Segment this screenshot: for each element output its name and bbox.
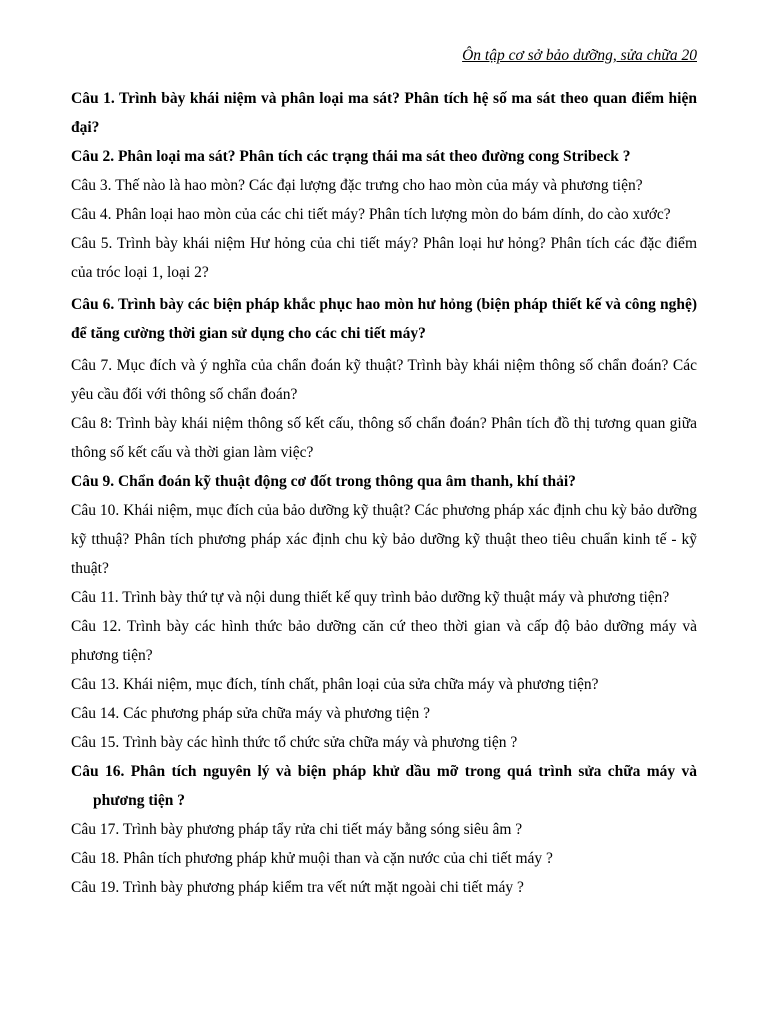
question-13: Câu 13. Khái niệm, mục đích, tính chất, phân loại của sửa chữa máy và phương tiện? — [71, 676, 599, 693]
question-6: Câu 6. Trình bày các biện pháp khắc phục hao mòn hư hỏng (biện pháp thiết kế và công nghệ) để tăng cường thời gian sử dụng cho các chi tiết máy? — [71, 296, 697, 342]
question-2: Câu 2. Phân loại ma sát? Phân tích các trạng thái ma sát theo đường cong Stribeck ? — [71, 148, 631, 165]
question-10: Câu 10. Khái niệm, mục đích của bảo dưỡng kỹ thuật? Các phương pháp xác định chu kỳ bảo dưỡng kỹ tthuậ? Phân tích phương pháp xác định chu kỳ bảo dưỡng kỹ thuật theo tiêu chuẩn kinh tế - kỹ thuật? — [71, 502, 697, 577]
document-page — [71, 46, 697, 902]
question-14: Câu 14. Các phương pháp sửa chữa máy và phương tiện ? — [71, 705, 431, 722]
question-list — [71, 84, 697, 902]
page-header: Ôn tập cơ sở bảo dưỡng, sửa chữa 20 — [462, 47, 697, 64]
question-4: Câu 4. Phân loại hao mòn của các chi tiết máy? Phân tích lượng mòn do bám dính, do cào xước? — [71, 206, 671, 223]
question-3: Câu 3. Thế nào là hao mòn? Các đại lượng đặc trưng cho hao mòn của máy và phương tiện? — [71, 177, 643, 194]
question-16: Câu 16. Phân tích nguyên lý và biện pháp khử dầu mỡ trong quá trình sửa chữa máy và phương tiện ? — [71, 763, 697, 809]
question-18: Câu 18. Phân tích phương pháp khử muội than và cặn nước của chi tiết máy ? — [71, 850, 553, 867]
question-1: Câu 1. Trình bày khái niệm và phân loại ma sát? Phân tích hệ số ma sát theo quan điểm hiện đại? — [71, 90, 697, 136]
question-12: Câu 12. Trình bày các hình thức bảo dưỡng căn cứ theo thời gian và cấp độ bảo dưỡng máy và phương tiện? — [71, 618, 697, 664]
question-8: Câu 8: Trình bày khái niệm thông số kết cấu, thông số chẩn đoán? Phân tích đồ thị tương quan giữa thông số kết cấu và thời gian làm việc? — [71, 415, 697, 461]
question-7: Câu 7. Mục đích và ý nghĩa của chẩn đoán kỹ thuật? Trình bày khái niệm thông số chẩn đoán? Các yêu cầu đối với thông số chẩn đoán? — [71, 357, 697, 403]
question-9: Câu 9. Chẩn đoán kỹ thuật động cơ đốt trong thông qua âm thanh, khí thải? — [71, 473, 576, 490]
question-5: Câu 5. Trình bày khái niệm Hư hỏng của chi tiết máy? Phân loại hư hỏng? Phân tích các đặc điểm của tróc loại 1, loại 2? — [71, 235, 697, 281]
question-11: Câu 11. Trình bày thứ tự và nội dung thiết kế quy trình bảo dưỡng kỹ thuật máy và phương tiện? — [71, 589, 670, 606]
question-19: Câu 19. Trình bày phương pháp kiểm tra vết nứt mặt ngoài chi tiết máy ? — [71, 879, 524, 896]
question-17: Câu 17. Trình bày phương pháp tẩy rửa chi tiết máy bằng sóng siêu âm ? — [71, 821, 523, 838]
question-15: Câu 15. Trình bày các hình thức tổ chức sửa chữa máy và phương tiện ? — [71, 734, 518, 751]
